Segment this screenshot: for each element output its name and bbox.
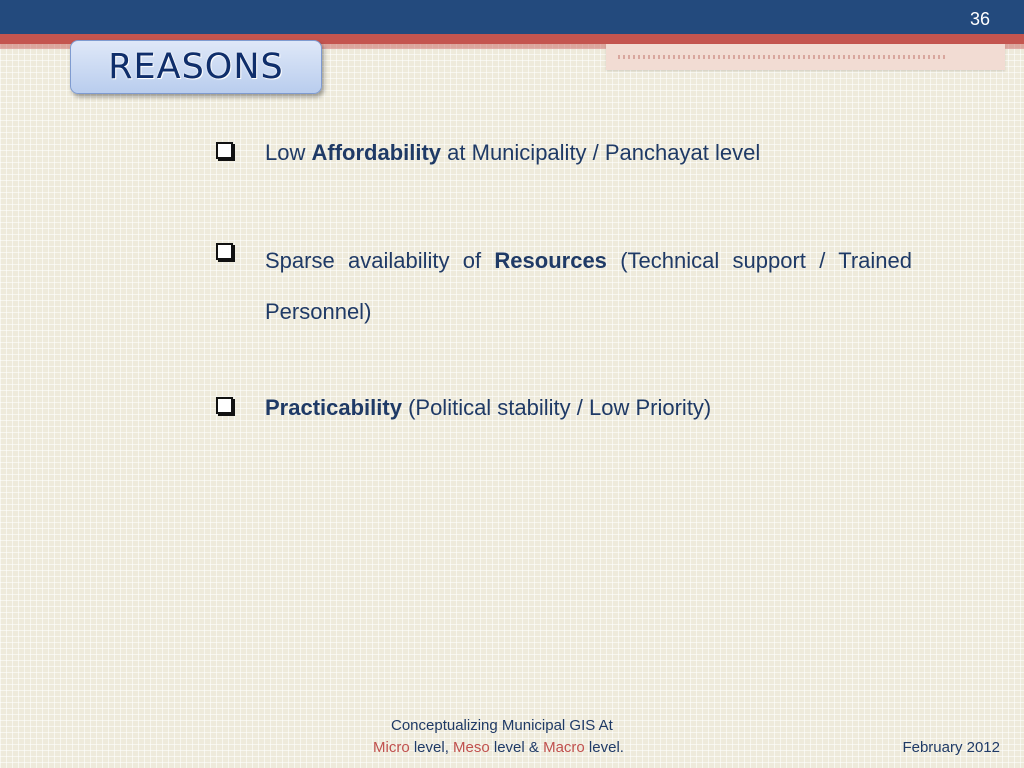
footer-caption [360, 715, 690, 759]
slide-title: REASONS [108, 47, 284, 87]
footer-date: February 2012 [902, 739, 1000, 756]
bullet-text-pre: Sparse availability of [265, 248, 495, 273]
footer-level-2: level & [489, 739, 544, 756]
bullet-text-post: at Municipality / Panchayat level [441, 140, 761, 165]
top-banner [0, 0, 1024, 34]
bullet-text-post: (Political stability / Low Priority) [401, 395, 712, 420]
footer-micro: Micro [373, 739, 410, 756]
footer-level-3: level. [584, 739, 624, 756]
bullet-text-pre: Low [265, 140, 312, 165]
checkbox-bullet-icon [216, 243, 233, 260]
footer-macro: Macro [543, 739, 585, 756]
checkbox-bullet-icon [216, 397, 233, 414]
bullet-text-post: (Technical support / Trained Personnel) [265, 248, 912, 324]
footer-meso: Meso [453, 739, 490, 756]
header-decor-panel [606, 44, 1005, 70]
footer-line-1: Conceptualizing Municipal GIS At [391, 717, 613, 734]
footer-level-1: level, [409, 739, 454, 756]
bullet-text-bold: Practicability [265, 395, 402, 420]
dotted-line [618, 55, 945, 59]
bullet-item [216, 235, 912, 337]
bullet-item [216, 389, 711, 427]
bullet-text-bold: Affordability [311, 140, 442, 165]
footer-line-2 [360, 737, 690, 759]
checkbox-bullet-icon [216, 142, 233, 159]
bullet-text-bold: Resources [494, 248, 607, 273]
title-box [70, 40, 322, 94]
slide-number: 36 [969, 9, 990, 29]
bullet-item [216, 134, 760, 172]
